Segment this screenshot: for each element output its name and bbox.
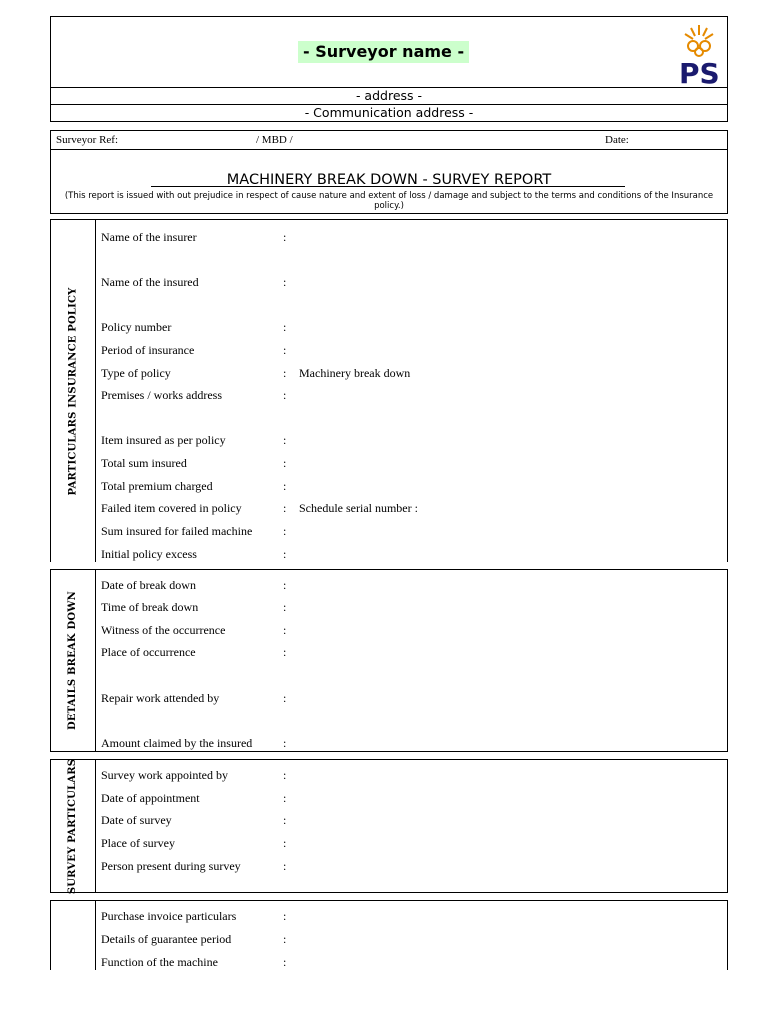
report-disclaimer: (This report is issued with out prejudice in respect of cause nature and extent of loss / damage and subject to the terms and conditions of the Insurance policy.) [64, 191, 714, 211]
header-box [50, 16, 728, 122]
row-label: Details of guarantee period [101, 932, 232, 946]
row-label: Premises / works address [101, 388, 222, 402]
section-label-break-down: DETAILS BREAK DOWN [67, 590, 79, 731]
section-label-survey-particulars: SURVEY PARTICULARS [67, 758, 79, 894]
row-value: Schedule serial number : [299, 501, 418, 515]
row-label: Date of appointment [101, 791, 200, 805]
row-label: Initial policy excess [101, 547, 197, 561]
ps-logo-icon [671, 21, 727, 85]
svg-text:PS: PS [679, 57, 720, 85]
row-label: Type of policy [101, 366, 171, 380]
surveyor-ref-label: Surveyor Ref: [56, 134, 119, 146]
section-break-down: DETAILS BREAK DOWN Date of break down : Time of break down : Witness of the occurrence : Place of occurrence : Repair work attended by : Amount claimed by the insured : [50, 569, 728, 752]
section-survey-particulars: SURVEY PARTICULARS Survey work appointed by : Date of appointment : Date of survey : Place of survey : Person present during survey : [50, 759, 728, 893]
row-label: Failed item covered in policy [101, 501, 242, 515]
row-label: Survey work appointed by [101, 768, 228, 782]
section-machine-details: Purchase invoice particulars : Details of guarantee period : Function of the machine : [50, 900, 728, 970]
row-label: Place of occurrence [101, 645, 196, 659]
row-label: Place of survey [101, 836, 175, 850]
report-title: MACHINERY BREAK DOWN - SURVEY REPORT [226, 172, 552, 188]
row-label: Total premium charged [101, 479, 213, 493]
row-label: Witness of the occurrence [101, 623, 226, 637]
row-label: Item insured as per policy [101, 433, 226, 447]
row-label: Policy number [101, 320, 172, 334]
row-label: Person present during survey [101, 859, 241, 873]
row-label: Function of the machine [101, 955, 218, 969]
address-line: - address - [355, 88, 423, 103]
section-label-insurance-policy: PARTICULARS INSURANCE POLICY [67, 287, 79, 495]
section-insurance-policy: PARTICULARS INSURANCE POLICY Name of the insurer : Name of the insured : Policy number : Period of insurance : Type of policy : Machinery break down Premises / works address : Item insured as per policy : Total sum insured : Total premium charged : Failed item covered in policy : Schedule serial number : Sum insured for failed machine : Initial policy excess : [50, 219, 728, 562]
row-label: Date of survey [101, 813, 172, 827]
row-label: Period of insurance [101, 343, 195, 357]
row-label: Sum insured for failed machine [101, 524, 253, 538]
mbd-label: / MBD / [256, 134, 293, 146]
row-label: Purchase invoice particulars [101, 909, 237, 923]
date-label: Date: [605, 134, 629, 146]
surveyor-name: - Surveyor name - [298, 41, 469, 63]
row-label: Name of the insured [101, 275, 199, 289]
communication-address-line: - Communication address - [304, 105, 474, 120]
row-label: Date of break down [101, 578, 196, 592]
row-label: Repair work attended by [101, 691, 220, 705]
row-label: Time of break down [101, 600, 199, 614]
row-value: Machinery break down [299, 366, 411, 380]
row-label: Amount claimed by the insured [101, 736, 253, 750]
row-label: Name of the insurer [101, 230, 197, 244]
report-title-box [50, 130, 728, 214]
row-label: Total sum insured [101, 456, 187, 470]
